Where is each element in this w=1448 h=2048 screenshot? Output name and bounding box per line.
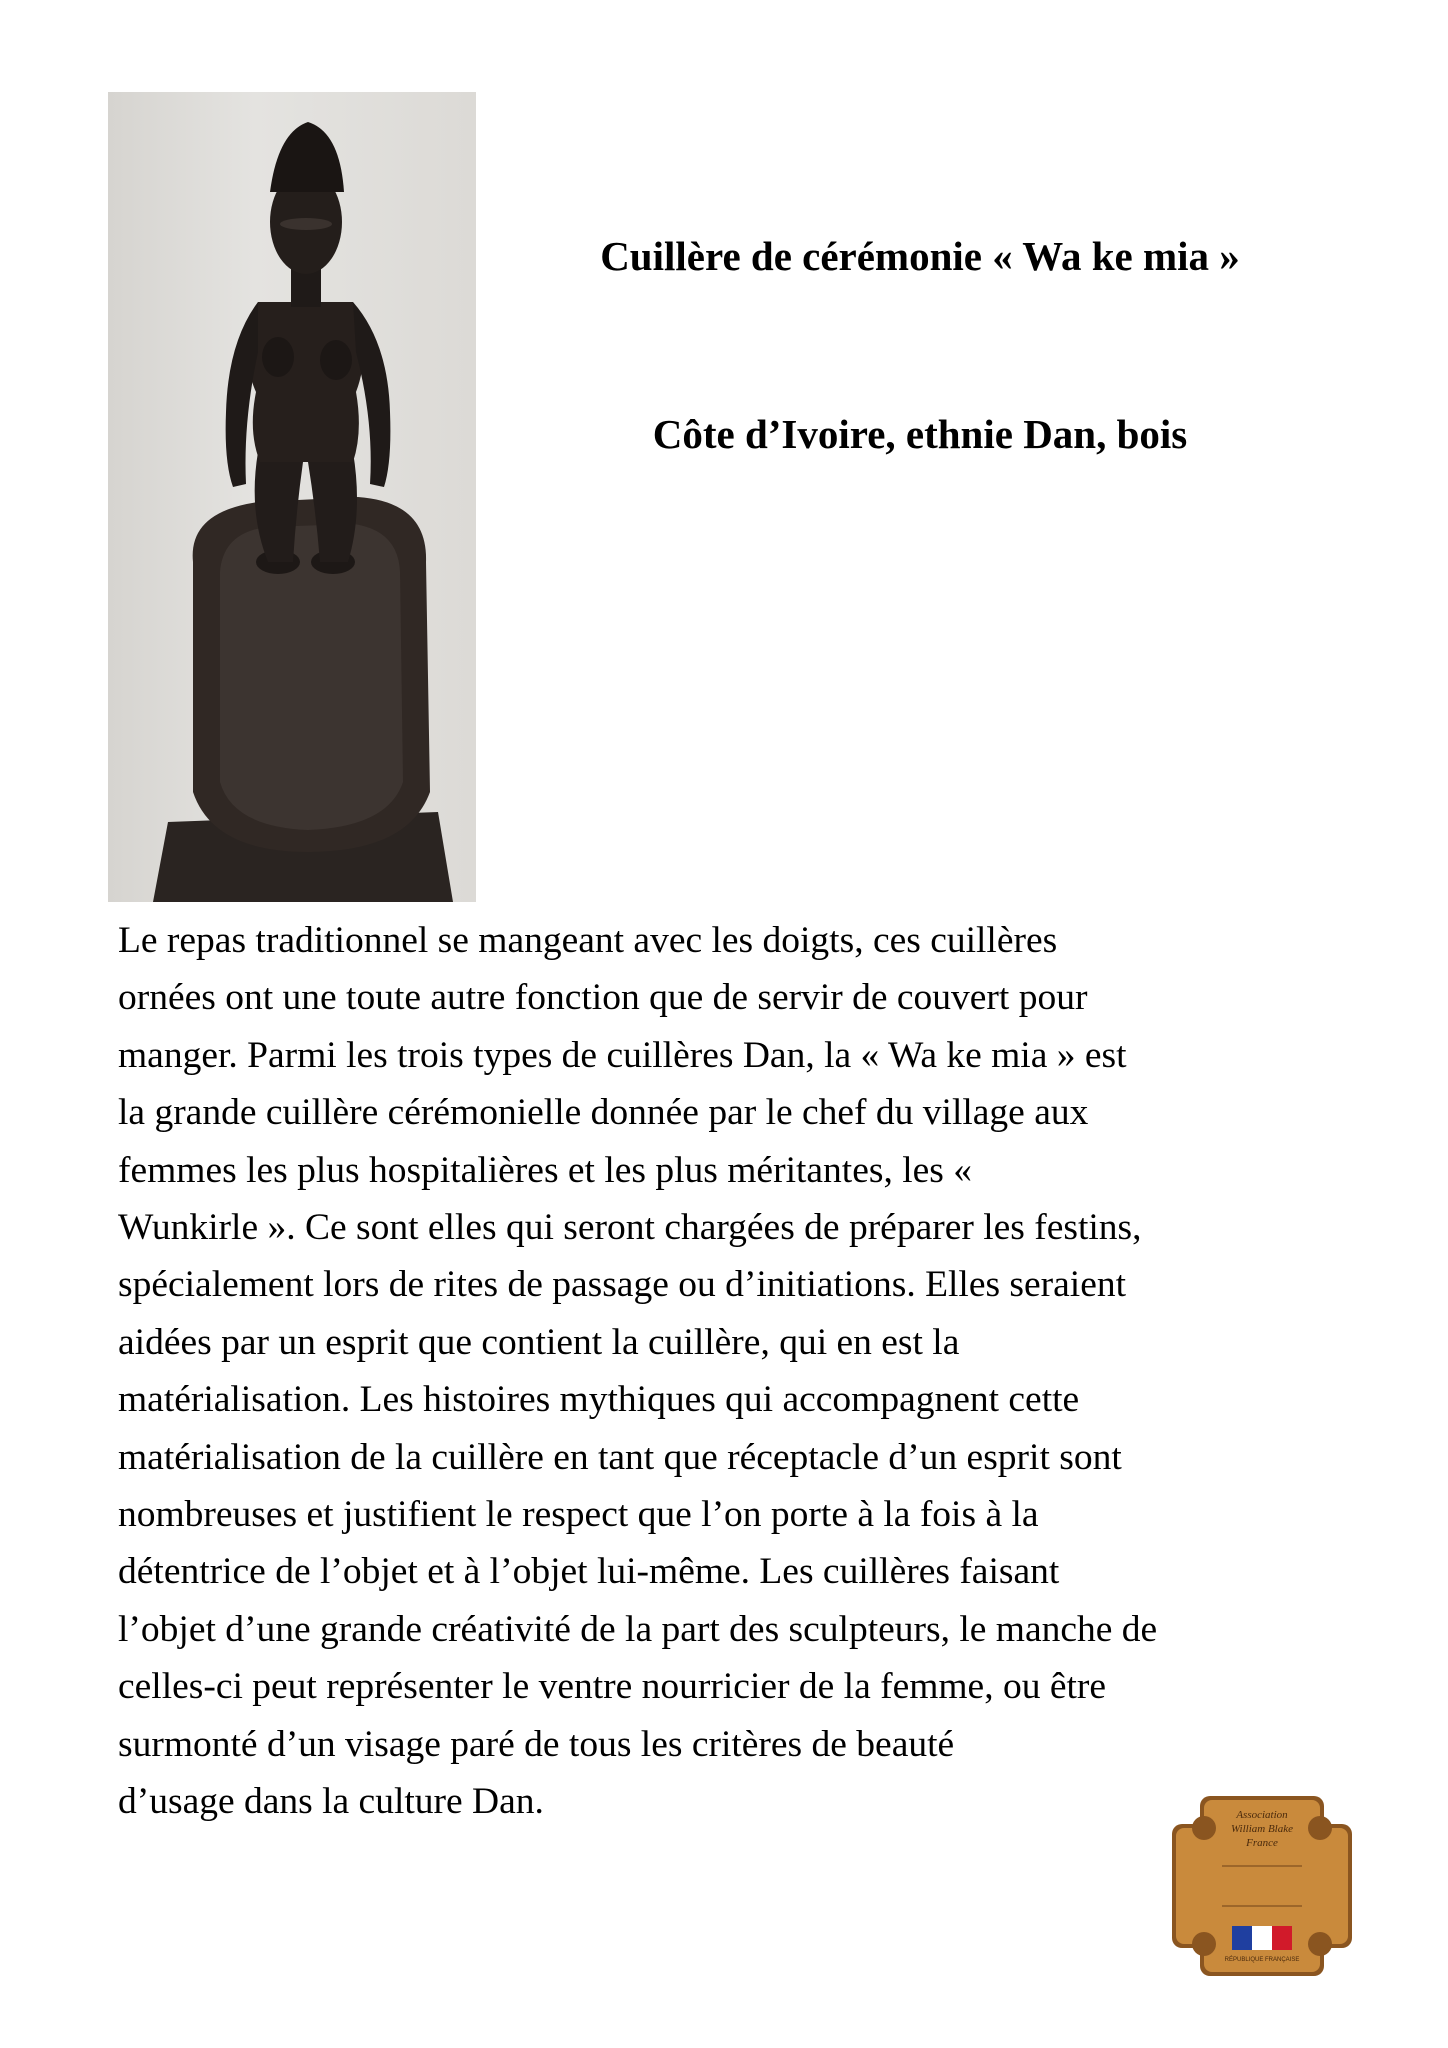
association-badge-icon — [1162, 1786, 1362, 1986]
paragraph-line: la grande cuillère cérémonielle donnée par le chef du village aux — [118, 1092, 1089, 1134]
paragraph-line: Le repas traditionnel se mangeant avec les doigts, ces cuillères — [118, 920, 1058, 961]
association-logo — [1162, 1786, 1362, 1986]
statue-photo — [108, 92, 476, 902]
paragraph-line: Wunkirle ». Ce sont elles qui seront chargées de préparer les festins, — [118, 1207, 1142, 1249]
paragraph-line: d’usage dans la culture Dan. — [118, 1781, 544, 1823]
paragraph-line: femmes les plus hospitalières et les plus méritantes, les « — [118, 1149, 972, 1191]
paragraph-line: aidées par un esprit que contient la cuillère, qui en est la — [118, 1321, 960, 1363]
logo-top-line-3: France — [1246, 1837, 1278, 1849]
logo-top-line-1: Association — [1236, 1809, 1288, 1821]
document-subtitle: Côte d’Ivoire, ethnie Dan, bois — [652, 411, 1188, 457]
body-paragraph — [118, 912, 1358, 1831]
paragraph-line: matérialisation de la cuillère en tant que réceptacle d’un esprit sont — [118, 1436, 1122, 1478]
document-title: Cuillère de cérémonie « Wa ke mia » — [600, 233, 1240, 279]
paragraph-line: celles-ci peut représenter le ventre nourricier de la femme, ou être — [118, 1666, 1107, 1708]
paragraph-line: matérialisation. Les histoires mythiques qui accompagnent cette — [118, 1379, 1080, 1421]
paragraph-line: détentrice de l’objet et à l’objet lui-même. Les cuillères faisant — [118, 1551, 1060, 1593]
paragraph-line: l’objet d’une grande créativité de la part des sculpteurs, le manche de — [118, 1608, 1158, 1650]
paragraph-line: surmonté d’un visage paré de tous les critères de beauté — [118, 1723, 955, 1765]
paragraph-line: nombreuses et justifient le respect que l’on porte à la fois à la — [118, 1494, 1039, 1536]
logo-bottom-text: RÉPUBLIQUE FRANÇAISE — [1224, 1957, 1300, 1963]
paragraph-line: ornées ont une toute autre fonction que de servir de couvert pour — [118, 977, 1088, 1019]
statue-figure-icon — [108, 92, 476, 902]
paragraph-line: manger. Parmi les trois types de cuillères Dan, la « Wa ke mia » est — [118, 1034, 1127, 1076]
logo-top-line-2: William Blake — [1230, 1823, 1294, 1835]
paragraph-line: spécialement lors de rites de passage ou d’initiations. Elles seraient — [118, 1264, 1127, 1306]
